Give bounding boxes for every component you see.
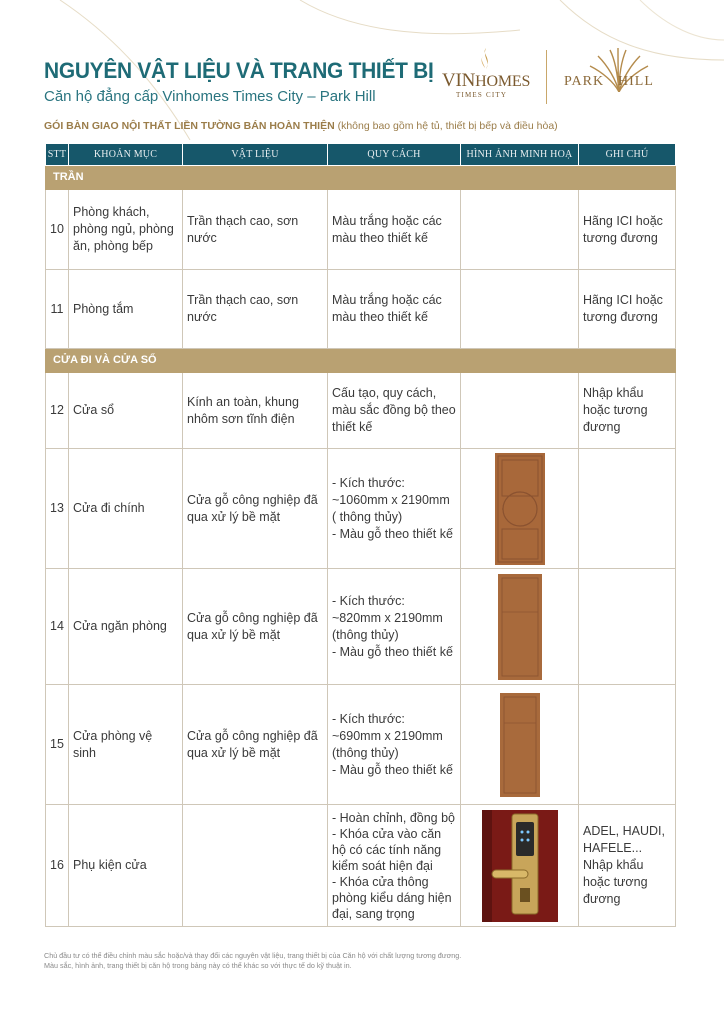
page-title: NGUYÊN VẬT LIỆU VÀ TRANG THIẾT BỊ <box>44 58 434 83</box>
room-door-image <box>498 574 542 680</box>
col-material: VẬT LIỆU <box>183 144 328 166</box>
parkhill-wordmark: PARK HILL <box>564 74 654 89</box>
logo-separator <box>546 50 547 104</box>
main-door-image <box>495 453 545 565</box>
page-subtitle: Căn hộ đẳng cấp Vinhomes Times City – Park Hill <box>44 88 376 105</box>
flame-icon <box>478 48 494 70</box>
bathroom-door-image <box>500 693 540 797</box>
table-row: 11 Phòng tắm Trần thạch cao, sơn nước Màu trắng hoặc các màu theo thiết kế Hãng ICI hoặc tương đương <box>46 270 676 349</box>
category-row-cua: CỬA ĐI VÀ CỬA SỔ <box>46 349 676 373</box>
col-item: KHOẢN MỤC <box>69 144 183 166</box>
col-note: GHI CHÚ <box>579 144 676 166</box>
table-row: 12 Cửa sổ Kính an toàn, khung nhôm sơn tĩnh điện Cấu tạo, quy cách, màu sắc đồng bộ theo thiết kế Nhập khẩu hoặc tương đương <box>46 373 676 449</box>
door-lock-image <box>482 810 558 922</box>
materials-table <box>45 143 676 927</box>
table-row: 16 Phụ kiện cửa - Hoàn chỉnh, đồng bộ - Khóa cửa vào căn hộ có các tính năng kiểm soát hiện đại - Khóa cửa thông phòng kiểu dáng hiện đại, sang trọng ADEL, HAUDI, HAFELE... Nhập khẩu hoặc tương đương <box>46 805 676 927</box>
footnote: Chủ đầu tư có thể điều chỉnh màu sắc hoặc/và thay đổi các nguyên vật liệu, trang thiết bị của Căn hộ với chất lượng tương đương. Màu sắc, hình ảnh, trang thiết bị căn hộ trong bảng này có thể khác so với thực tế do kỹ thuật in. <box>44 951 462 970</box>
table-row: 10 Phòng khách, phòng ngủ, phòng ăn, phòng bếp Trần thạch cao, sơn nước Màu trắng hoặc các màu theo thiết kế Hãng ICI hoặc tương đương <box>46 190 676 270</box>
section-note: GÓI BÀN GIAO NỘI THẤT LIỀN TƯỜNG BÁN HOÀN THIỆN (không bao gồm hệ tủ, thiết bị bếp và điều hòa) <box>44 120 558 132</box>
parkhill-logo <box>560 48 680 106</box>
vinhomes-sub: TIMES CITY <box>456 91 508 99</box>
col-stt: STT <box>46 144 69 166</box>
table-row: 13 Cửa đi chính Cửa gỗ công nghiệp đã qua xử lý bề mặt - Kích thước: ~1060mm x 2190mm ( thông thủy) - Màu gỗ theo thiết kế <box>46 449 676 569</box>
vinhomes-logo <box>442 46 531 106</box>
col-spec: QUY CÁCH <box>328 144 461 166</box>
table-row: 14 Cửa ngăn phòng Cửa gỗ công nghiệp đã qua xử lý bề mặt - Kích thước: ~820mm x 2190mm (thông thủy) - Màu gỗ theo thiết kế <box>46 569 676 685</box>
col-image: HÌNH ẢNH MINH HOẠ <box>461 144 579 166</box>
table-header-row <box>46 144 676 166</box>
table-row: 15 Cửa phòng vệ sinh Cửa gỗ công nghiệp đã qua xử lý bề mặt - Kích thước: ~690mm x 2190mm (thông thủy) - Màu gỗ theo thiết kế <box>46 685 676 805</box>
vinhomes-wordmark: VINHOMES <box>442 70 531 91</box>
category-row-tran: TRẦN <box>46 166 676 190</box>
